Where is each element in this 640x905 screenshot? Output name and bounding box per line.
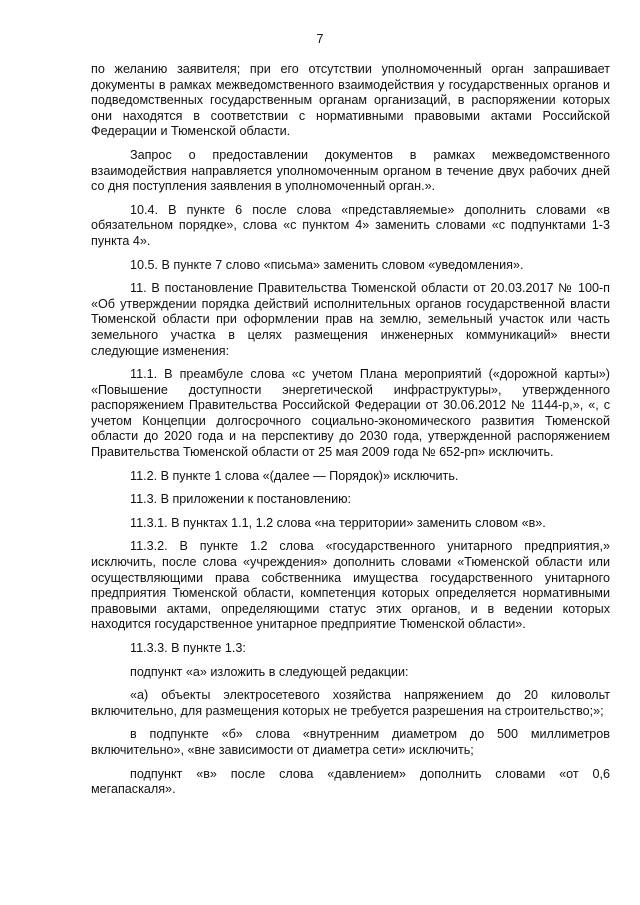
page-number: 7 bbox=[316, 32, 324, 46]
paragraph: подпункт «а» изложить в следующей редакции: bbox=[130, 664, 409, 679]
paragraph: подпункт «в» после слова «давлением» дополнить словами «от 0,6 мегапаскаля». bbox=[91, 766, 610, 797]
paragraph: 11.3. В приложении к постановлению: bbox=[130, 492, 352, 507]
paragraph: 11.3.2. В пункте 1.2 слова «государственного унитарного предприятия,» исключить, после слова «учреждения» дополнить словами «Тюменской области или осуществляющими права собственника имущества государственного унитарного предприятия Тюменской области, компетенция которых определяется нормативными правовыми актами, определяющими статус этих органов, и в ведении которых находится государственное унитарное предприятие Тюменской области». bbox=[91, 539, 610, 632]
document-body bbox=[91, 62, 610, 806]
paragraph: по желанию заявителя; при его отсутствии уполномоченный орган запрашивает документы в рамках межведомственного взаимодействия у государственных органов и подведомственных государственным органам организаций, в распоряжении которых они находятся в соответствии с нормативными правовыми актами Российской Федерации и Тюменской области. bbox=[91, 62, 610, 139]
paragraph: 11.3.3. В пункте 1.3: bbox=[130, 641, 246, 655]
paragraph: Запрос о предоставлении документов в рамках межведомственного взаимодействия направляется уполномоченным органом в течение двух рабочих дней со дня поступления заявления в уполномоченный орган.». bbox=[91, 147, 610, 194]
paragraph: 11.3.1. В пунктах 1.1, 1.2 слова «на территории» заменить словом «в». bbox=[130, 515, 546, 530]
paragraph: 10.4. В пункте 6 после слова «представляемые» дополнить словами «в обязательном порядке», слова «с пунктом 4» заменить словами «с подпунктами 1-3 пункта 4». bbox=[91, 202, 610, 248]
paragraph: 11.2. В пункте 1 слова «(далее — Порядок)» исключить. bbox=[130, 468, 459, 483]
paragraph: 11. В постановление Правительства Тюменской области от 20.03.2017 № 100-п «Об утверждении порядка действий исполнительных органов государственной власти Тюменской области при оформлении прав на землю, земельный участок или часть земельного участка в целях размещения инженерных коммуникаций» внести следующие изменения: bbox=[91, 281, 610, 358]
paragraph: 10.5. В пункте 7 слово «письма» заменить словом «уведомления». bbox=[130, 257, 524, 272]
paragraph: 11.1. В преамбуле слова «с учетом Плана мероприятий («дорожной карты») «Повышение доступности энергетической инфраструктуры», утвержденного распоряжением Правительства Российской Федерации от 30.06.2012 № 1144-р,», «, с учетом Концепции долгосрочного социально-экономического развития Тюменской области до 2020 года и на перспективу до 2030 года, утвержденной распоряжением Правительства Тюменской области от 25 мая 2009 года № 652-рп» исключить. bbox=[91, 367, 610, 460]
paragraph: «а) объекты электросетевого хозяйства напряжением до 20 киловольт включительно, для размещения которых не требуется разрешения на строительство;»; bbox=[91, 688, 610, 718]
paragraph: в подпункте «б» слова «внутренним диаметром до 500 миллиметров включительно», «вне зависимости от диаметра сети» исключить; bbox=[91, 727, 610, 757]
